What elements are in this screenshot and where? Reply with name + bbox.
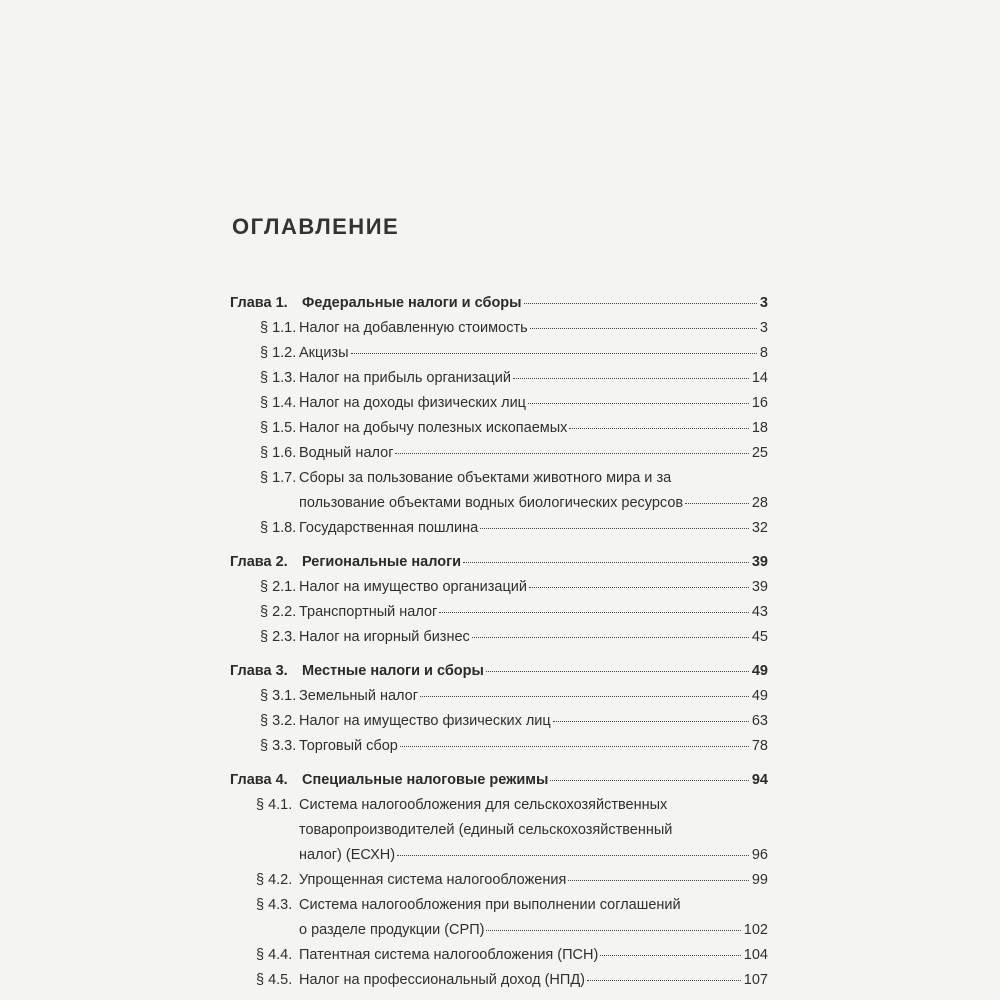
toc-chapter-2[interactable] [230, 550, 768, 575]
section-label: § 3.1. [260, 688, 297, 704]
section-title: Налог на добычу полезных ископаемых [299, 420, 568, 436]
section-title: Налог на доходы физических лиц [299, 395, 526, 411]
toc-section-1-2[interactable] [230, 341, 768, 366]
page-number: 8 [759, 345, 768, 361]
toc-section-2-2[interactable] [230, 600, 768, 625]
section-title: Водный налог [299, 445, 394, 461]
section-title: Налог на имущество организаций [299, 579, 527, 595]
section-title: Налог на игорный бизнес [299, 629, 470, 645]
section-label: § 4.2. [256, 872, 293, 888]
toc-section-1-8[interactable] [230, 516, 768, 541]
page-number: 107 [743, 972, 768, 988]
toc-section-3-2[interactable] [230, 709, 768, 734]
page-number: 3 [759, 295, 768, 311]
dot-leader [463, 562, 749, 563]
chapter-title: Федеральные налоги и сборы [302, 295, 522, 311]
section-label: § 1.1. [260, 320, 297, 336]
toc-section-2-3[interactable] [230, 625, 768, 650]
section-title: Налог на прибыль организаций [299, 370, 511, 386]
toc-section-4-2[interactable] [230, 868, 768, 893]
section-label: § 1.8. [260, 520, 297, 536]
toc-chapter-4[interactable] [230, 768, 768, 793]
dot-leader [685, 503, 749, 504]
toc-section-2-1[interactable] [230, 575, 768, 600]
dot-leader [529, 587, 749, 588]
dot-leader [550, 780, 748, 781]
dot-leader [553, 721, 749, 722]
page-number: 39 [751, 579, 768, 595]
section-label: § 2.1. [260, 579, 297, 595]
page-number: 96 [751, 847, 768, 863]
toc-section-3-3[interactable] [230, 734, 768, 759]
section-label: § 1.3. [260, 370, 297, 386]
page-title: ОГЛАВЛЕНИЕ [232, 214, 400, 239]
section-title-line: налог) (ЕСХН) [299, 847, 396, 863]
dot-leader [480, 528, 749, 529]
section-label: § 4.5. [256, 972, 293, 988]
dot-leader [528, 403, 749, 404]
dot-leader [400, 746, 749, 747]
section-title: Земельный налог [299, 688, 418, 704]
dot-leader [513, 378, 749, 379]
page-number: 18 [751, 420, 768, 436]
dot-leader [439, 612, 749, 613]
page-number: 28 [751, 495, 768, 511]
toc-section-4-1[interactable] [230, 793, 768, 868]
page-number: 63 [751, 713, 768, 729]
section-title-line: Система налогообложения для сельскохозяйственных [299, 797, 668, 813]
page-number: 94 [751, 772, 768, 788]
dot-leader [530, 328, 757, 329]
chapter-title: Региональные налоги [302, 554, 462, 570]
section-label: § 1.4. [260, 395, 297, 411]
section-label: § 1.5. [260, 420, 297, 436]
section-label: § 1.6. [260, 445, 297, 461]
page-number: 43 [751, 604, 768, 620]
dot-leader [486, 671, 749, 672]
dot-leader [587, 980, 741, 981]
dot-leader [524, 303, 757, 304]
section-title: Упрощенная система налогообложения [299, 872, 567, 888]
dot-leader [568, 880, 749, 881]
dot-leader [600, 955, 740, 956]
section-title-line: Сборы за пользование объектами животного мира и за [299, 470, 672, 486]
page-number: 45 [751, 629, 768, 645]
dot-leader [397, 855, 749, 856]
page-number: 104 [743, 947, 768, 963]
toc-chapter-1[interactable] [230, 291, 768, 316]
chapter-label: Глава 2. [230, 554, 288, 570]
dot-leader [420, 696, 749, 697]
page-number: 16 [751, 395, 768, 411]
page-number: 78 [751, 738, 768, 754]
table-of-contents [230, 291, 768, 993]
section-title: Патентная система налогообложения (ПСН) [299, 947, 599, 963]
section-title: Государственная пошлина [299, 520, 479, 536]
toc-section-4-4[interactable] [230, 943, 768, 968]
dot-leader [472, 637, 749, 638]
section-label: § 1.7. [260, 470, 297, 486]
section-label: § 2.3. [260, 629, 297, 645]
page-number: 25 [751, 445, 768, 461]
toc-section-4-5[interactable] [230, 968, 768, 993]
page-number: 99 [751, 872, 768, 888]
section-title: Акцизы [299, 345, 349, 361]
toc-section-3-1[interactable] [230, 684, 768, 709]
toc-section-1-3[interactable] [230, 366, 768, 391]
page-number: 49 [751, 663, 768, 679]
section-label: § 3.2. [260, 713, 297, 729]
toc-section-1-5[interactable] [230, 416, 768, 441]
toc-section-4-3[interactable] [230, 893, 768, 943]
page-number: 49 [751, 688, 768, 704]
section-label: § 4.3. [256, 897, 293, 913]
dot-leader [569, 428, 748, 429]
chapter-label: Глава 3. [230, 663, 288, 679]
page-number: 39 [751, 554, 768, 570]
toc-section-1-6[interactable] [230, 441, 768, 466]
section-title: Налог на добавленную стоимость [299, 320, 528, 336]
section-title-line: Система налогообложения при выполнении соглашений [299, 897, 681, 913]
page-number: 32 [751, 520, 768, 536]
section-label: § 3.3. [260, 738, 297, 754]
dot-leader [351, 353, 757, 354]
dot-leader [395, 453, 748, 454]
chapter-title: Местные налоги и сборы [302, 663, 484, 679]
chapter-label: Глава 1. [230, 295, 288, 311]
page-number: 14 [751, 370, 768, 386]
section-title: Налог на профессиональный доход (НПД) [299, 972, 585, 988]
toc-section-1-7[interactable] [230, 466, 768, 516]
section-title: Торговый сбор [299, 738, 398, 754]
section-label: § 4.1. [256, 797, 293, 813]
section-label: § 1.2. [260, 345, 297, 361]
chapter-title: Специальные налоговые режимы [302, 772, 549, 788]
section-label: § 2.2. [260, 604, 297, 620]
section-title-line: о разделе продукции (СРП) [299, 922, 485, 938]
page-number: 3 [759, 320, 768, 336]
chapter-label: Глава 4. [230, 772, 288, 788]
dot-leader [486, 930, 740, 931]
toc-section-1-1[interactable] [230, 316, 768, 341]
toc-section-1-4[interactable] [230, 391, 768, 416]
section-label: § 4.4. [256, 947, 293, 963]
section-title-line: товаропроизводителей (единый сельскохозяйственный [299, 822, 673, 838]
section-title-line: пользование объектами водных биологических ресурсов [299, 495, 684, 511]
section-title: Налог на имущество физических лиц [299, 713, 551, 729]
section-title: Транспортный налог [299, 604, 438, 620]
toc-chapter-3[interactable] [230, 659, 768, 684]
page-number: 102 [743, 922, 768, 938]
